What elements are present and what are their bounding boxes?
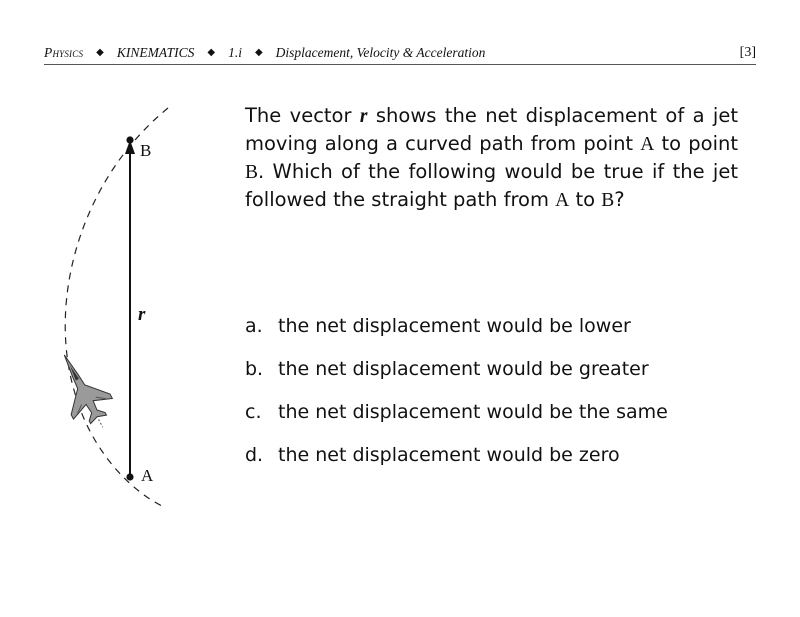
- option-letter: b.: [245, 358, 264, 380]
- point-b-ref: B: [601, 190, 615, 211]
- point-b-dot: [126, 136, 133, 143]
- page-header: [44, 44, 756, 65]
- point-b-label: B: [140, 141, 152, 160]
- option-letter: a.: [245, 315, 263, 337]
- diamond-separator-icon: ◆: [207, 47, 216, 58]
- vector-symbol: r: [359, 106, 368, 127]
- breadcrumb-subject: Physics: [44, 45, 84, 60]
- question-text: The vector r shows the net displacement of a jet moving along a curved path from point A to point B. Which of the following would be true if the jet followed the straight path from A to B?: [245, 104, 738, 211]
- answer-option-c[interactable]: [245, 399, 745, 442]
- option-text: the net displacement would be zero: [278, 444, 620, 466]
- breadcrumb-section: 1.i: [228, 45, 242, 60]
- diamond-separator-icon: ◆: [96, 47, 104, 58]
- curved-path: [65, 108, 168, 506]
- breadcrumb-topic: KINEMATICS: [116, 45, 195, 60]
- displacement-diagram: [40, 100, 190, 520]
- answer-option-b[interactable]: [245, 356, 745, 399]
- diamond-separator-icon: ◆: [254, 47, 263, 58]
- page-number: [3]: [739, 45, 756, 60]
- point-a-ref: A: [555, 190, 570, 211]
- option-letter: d.: [245, 444, 264, 466]
- jet-icon: [45, 345, 122, 438]
- answer-option-d[interactable]: [245, 442, 745, 485]
- answer-options: [245, 313, 745, 485]
- option-text: the net displacement would be lower: [278, 315, 631, 337]
- diagram-svg: [40, 100, 190, 520]
- point-a-label: A: [141, 466, 154, 485]
- point-a-dot: [126, 473, 133, 480]
- breadcrumb-subtopic: Displacement, Velocity & Acceleration: [275, 45, 486, 60]
- point-b-ref: B: [245, 162, 259, 183]
- option-letter: c.: [245, 401, 262, 423]
- option-text: the net displacement would be greater: [278, 358, 649, 380]
- breadcrumb: [44, 45, 485, 64]
- option-text: the net displacement would be the same: [278, 401, 668, 423]
- vector-label: r: [138, 304, 146, 325]
- point-a-ref: A: [640, 134, 655, 155]
- answer-option-a[interactable]: [245, 313, 745, 356]
